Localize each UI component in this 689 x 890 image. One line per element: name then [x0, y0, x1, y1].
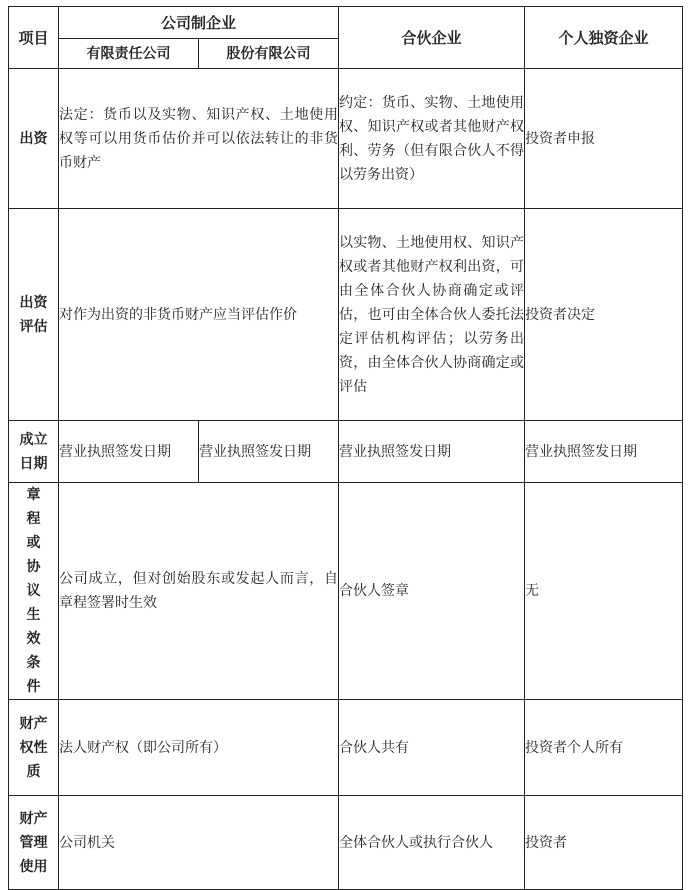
cell-company: 公司成立，但对创始股东或发起人而言，自章程签署时生效: [59, 483, 339, 700]
cell-sole: 无: [525, 483, 683, 700]
cell-corp: 营业执照签发日期: [199, 421, 339, 483]
table-row: [9, 483, 683, 700]
header-row-1: [9, 7, 683, 39]
table-row: [9, 796, 683, 890]
cell-company: 对作为出资的非货币财产应当评估作价: [59, 209, 339, 421]
table-row: [9, 209, 683, 421]
row-label: 财产管理使用: [9, 796, 59, 890]
row-label: 财产权性质: [9, 700, 59, 796]
cell-sole: 投资者决定: [525, 209, 683, 421]
header-corp: 股份有限公司: [199, 39, 339, 69]
cell-sole: 投资者申报: [525, 69, 683, 209]
header-item: 项目: [9, 7, 59, 69]
cell-sole: 投资者: [525, 796, 683, 890]
header-company: 公司制企业: [59, 7, 339, 39]
table-row: [9, 69, 683, 209]
cell-company: 法定：货币以及实物、知识产权、土地使用权等可以用货币估价并可以依法转让的非货币财产: [59, 69, 339, 209]
row-label: 成立日期: [9, 421, 59, 483]
cell-partnership: 合伙人签章: [339, 483, 525, 700]
cell-sole: 投资者个人所有: [525, 700, 683, 796]
header-llc: 有限责任公司: [59, 39, 199, 69]
header-sole-proprietorship: 个人独资企业: [525, 7, 683, 69]
cell-company: 公司机关: [59, 796, 339, 890]
cell-partnership: 约定：货币、实物、土地使用权、知识产权或者其他财产权利、劳务（但有限合伙人不得以劳务出资）: [339, 69, 525, 209]
cell-partnership: 营业执照签发日期: [339, 421, 525, 483]
cell-partnership: 全体合伙人或执行合伙人: [339, 796, 525, 890]
row-label: 出资: [9, 69, 59, 209]
table-row: [9, 700, 683, 796]
cell-partnership: 以实物、土地使用权、知识产权或者其他财产权利出资，可由全体合伙人协商确定或评估，也可由全体合伙人委托法定评估机构评估；以劳务出资，由全体合伙人协商确定或评估: [339, 209, 525, 421]
cell-llc: 营业执照签发日期: [59, 421, 199, 483]
header-partnership: 合伙企业: [339, 7, 525, 69]
cell-company: 法人财产权（即公司所有）: [59, 700, 339, 796]
row-label: 章程或协议生效条件: [9, 483, 59, 700]
cell-partnership: 合伙人共有: [339, 700, 525, 796]
cell-sole: 营业执照签发日期: [525, 421, 683, 483]
row-label: 出资评估: [9, 209, 59, 421]
comparison-table: [8, 6, 683, 890]
table-row: [9, 421, 683, 483]
